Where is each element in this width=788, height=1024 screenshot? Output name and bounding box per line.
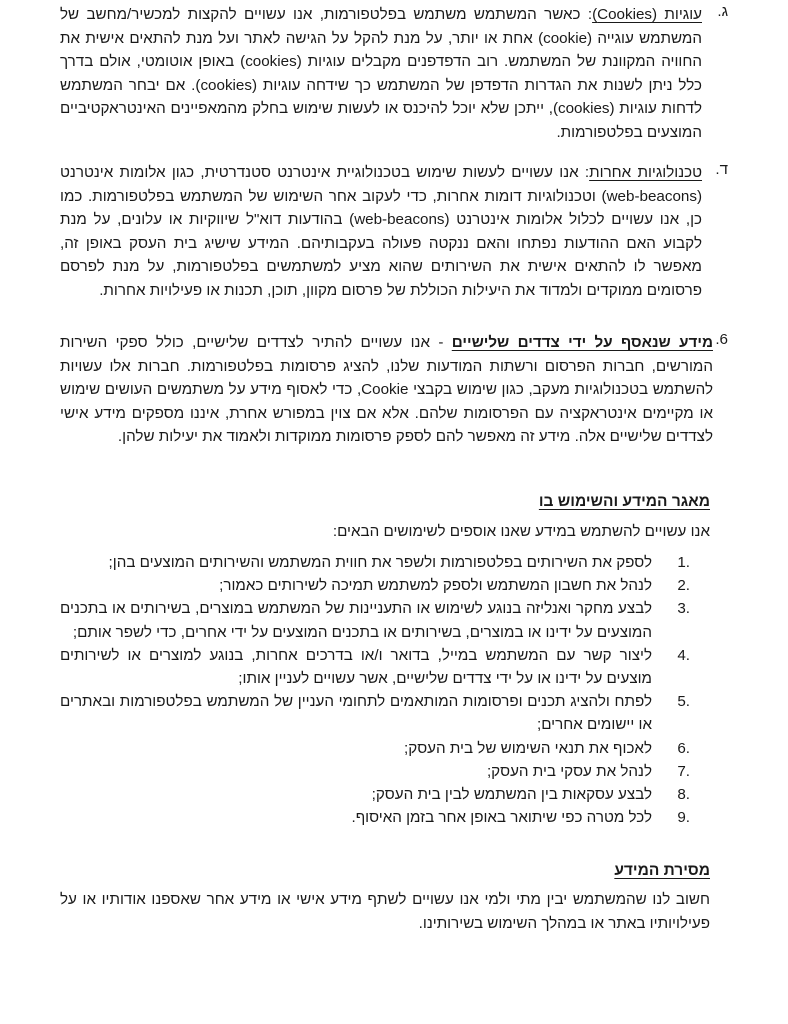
list-item-text: לכל מטרה כפי שיתואר באופן אחר בזמן האיסוף.	[351, 809, 652, 827]
uses-list-container	[60, 551, 690, 829]
list-item-number: 2.	[677, 577, 690, 595]
list-item-number: 1.	[677, 554, 690, 571]
uses-list-item	[60, 783, 690, 806]
list-item-text: לבצע עסקאות בין המשתמש לבין בית העסק;	[371, 786, 652, 804]
uses-list	[60, 551, 690, 829]
uses-list-item	[60, 690, 690, 736]
section-marker: ג.	[717, 3, 728, 20]
section-marker: 6.	[715, 331, 728, 348]
database-section-intro: אנו עשויים להשתמש במידע שאנו אוספים לשימושים הבאים:	[332, 523, 710, 540]
list-item-text: לנהל את עסקי בית העסק;	[486, 762, 652, 780]
transfer-section-paragraph: חשוב לנו שהמשתמש יבין מתי ולמי אנו עשויים לשתף מידע אישי או מידע אחר שאספנו אודותיו או על פעילויותיו באתר או במהלך השימוש בשירותינו.	[60, 891, 710, 932]
list-item-text: לפתח ולהציג תכנים ופרסומות המותאמים לתחומי העניין של המשתמש בפלטפורמות ובאתרים או יישומים אחרים;	[60, 693, 652, 734]
section-cookies-text: : כאשר המשתמש משתמש בפלטפורמות, אנו עשויים להקצות למכשיר/מחשב של המשתמש עוגייה (cookie) אחת או יותר, על מנת להקל על הגישה לאתר ועל מנת להתאים אישית את החוויה המקוונת של המשתמש. רוב הדפדפנים מקבלים עוגיות (cookies) באופן אוטומטי, אולם בדרך כלל ניתן לשנות את הגדרות הדפדפן של המשתמש כך שידחה עוגיות (cookies). אם יבחר המשתמש לדחות עוגיות (cookies), ייתכן שלא יוכל להיכנס או לעשות שימוש בחלק מהמאפיינים האינטראקטיביים המוצעים בפלטפורמות.	[60, 6, 702, 141]
list-item-number: 6.	[677, 739, 690, 757]
section-other-technologies	[60, 161, 728, 302]
section-third-parties	[60, 331, 728, 449]
uses-list-item	[60, 597, 690, 643]
uses-list-item	[60, 737, 690, 760]
list-item-number: 3.	[677, 600, 690, 618]
list-item-number: 8.	[677, 786, 690, 804]
section-other-technologies-text: : אנו עשויים לעשות שימוש בטכנולוגיית אינטרנט סטנדרטית, כגון אלומות אינטרנט (web-beacons) וטכנולוגיות דומות אחרות, כדי לעקוב אחר השימוש של המשתמש בפלטפורמות. כמו כן, אנו עשויים לכלול אלומות אינטרנט (web-beacons) בהודעות דוא"ל שיווקיות או עלונים, על מנת לקבוע האם ההודעות נפתחו והאם ננקטה פעולה בעקבותיהם. המידע שישיג בית העסק באופן זה, מאפשר לו להתאים אישית את השירותים שהוא מציע למשתמשים בפלטפורמות, על מנת לפרסם פרסומים ממוקדים ולמדוד את היעילות הכוללת של פרסום מקוון, תוכן, תכנות או פעילויות אחרות.	[60, 164, 703, 299]
list-item-text: לבצע מחקר ואנליזה בנוגע לשימוש או התעניינות של המשתמש במוצרים, בשירותים או בתכנים המוצעים על ידינו או במוצרים, בשירותים או בתכנים המוצעים על ידי אחרים, כדי לשפר אותם;	[60, 600, 652, 641]
list-item-number: 9.	[677, 809, 690, 827]
section-third-parties-paragraph	[60, 331, 713, 449]
uses-list-item	[60, 806, 690, 829]
section-third-parties-text: - אנו עשויים להתיר לצדדים שלישיים, כולל ספקי השירות המורשים, חברות הפרסום ורשתות המודעות שלנו, להציג פרסומות בפלטפורמות. חברות אלו עשויות להשתמש בטכנולוגיות מעקב, כגון שימוש בקבצי Cookie, כדי לאסוף מידע על משתמשים העושים שימוש או מקיימים אינטראקציה עם הפרסומות שלהם. אלא אם צוין במפורש אחרת, איננו מספקים מידע אישי לצדדים שלישיים אלה. מידע זה מאפשר להם לספק פרסומות ממוקדות ולאמוד את יעילות שלהן.	[60, 334, 714, 445]
database-section-heading: מאגר המידע והשימוש בו	[538, 493, 710, 510]
list-item-text: לנהל את חשבון המשתמש ולספק למשתמש תמיכה לשירותים כאמור;	[219, 577, 652, 595]
list-item-text: ליצור קשר עם המשתמש במייל, בדואר ו/או בדרכים אחרות, בנוגע למוצרים או לשירותים מוצעים על ידינו או על ידי צדדים שלישיים, אשר עשויים לעניין אותו;	[60, 646, 652, 688]
list-item-text: לספק את השירותים בפלטפורמות ולשפר את חווית המשתמש והשירותים המוצעים בהן;	[108, 554, 652, 571]
section-third-parties-term: מידע שנאסף על ידי צדדים שלישיים	[451, 334, 713, 351]
uses-list-item	[60, 644, 690, 690]
list-item-number: 7.	[677, 762, 690, 780]
section-cookies	[60, 3, 728, 144]
transfer-section-heading: מסירת המידע	[614, 862, 710, 879]
list-item-text: לאכוף את תנאי השימוש של בית העסק;	[404, 739, 652, 757]
section-cookies-paragraph	[60, 3, 702, 144]
section-other-technologies-term: טכנולוגיות אחרות	[589, 164, 703, 181]
section-cookies-term: עוגיות (Cookies)	[592, 6, 702, 23]
uses-list-item	[60, 551, 690, 574]
list-item-number: 5.	[677, 693, 690, 711]
list-item-number: 4.	[677, 646, 690, 664]
section-marker: ד.	[715, 161, 728, 178]
section-other-technologies-paragraph	[60, 161, 702, 302]
uses-list-item	[60, 574, 690, 597]
uses-list-item	[60, 760, 690, 783]
